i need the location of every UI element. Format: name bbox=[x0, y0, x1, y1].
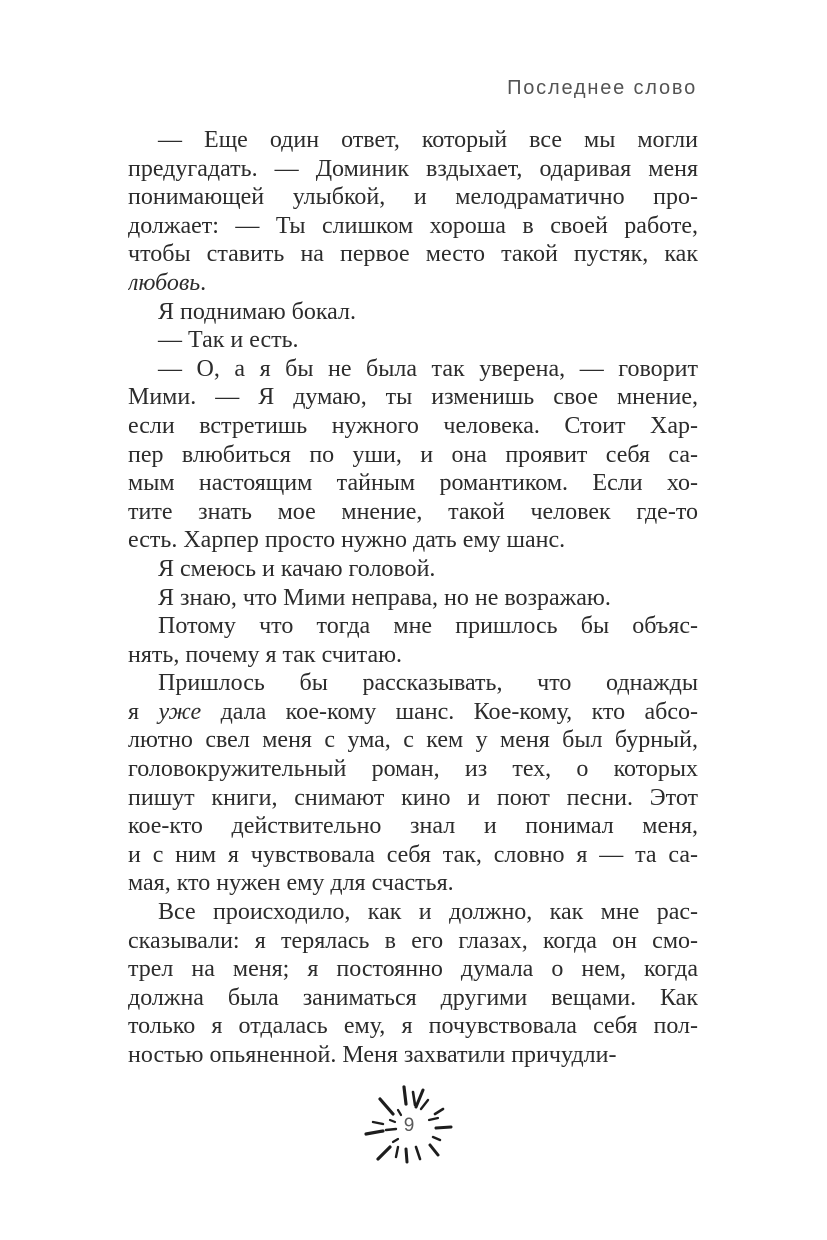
text-line: должает: — Ты слишком хороша в своей работе, bbox=[128, 212, 698, 239]
text-line: любовь. bbox=[128, 269, 207, 296]
running-title: Последнее слово bbox=[507, 77, 697, 99]
text-line: Мими. — Я думаю, ты изменишь свое мнение, bbox=[128, 384, 698, 411]
text-line: и с ним я чувствовала себя так, словно я — та са- bbox=[128, 841, 698, 868]
text-line: если встретишь нужного человека. Стоит Хар- bbox=[128, 412, 698, 439]
text-line: я уже дала кое-кому шанс. Кое-кому, кто абсо- bbox=[128, 698, 698, 725]
page-number: 9 bbox=[403, 1115, 415, 1136]
text-line: тите знать мое мнение, такой человек где-то bbox=[128, 498, 698, 525]
text-line: — Еще один ответ, который все мы могли bbox=[158, 127, 698, 153]
text-line: нять, почему я так считаю. bbox=[128, 641, 403, 668]
text-line: Пришлось бы рассказывать, что однажды bbox=[158, 670, 698, 697]
text-line: предугадать. — Доминик вздыхает, одаривая меня bbox=[128, 155, 698, 182]
text-line: должна была заниматься другими вещами. Как bbox=[128, 984, 698, 1011]
text-line: — О, а я бы не была так уверена, — говорит bbox=[158, 355, 698, 382]
text-line: ностью опьяненной. Меня захватили причудли- bbox=[128, 1042, 617, 1068]
text-line: мым настоящим тайным романтиком. Если хо- bbox=[128, 470, 698, 497]
text-line: Потому что тогда мне пришлось бы объяс- bbox=[158, 613, 698, 640]
text-line: пер влюбиться по уши, и она проявит себя са- bbox=[128, 441, 698, 468]
text-line: чтобы ставить на первое место такой пустяк, как bbox=[128, 241, 698, 268]
text-line: лютно свел меня с ума, с кем у меня был бурный, bbox=[128, 727, 698, 754]
text-line: понимающей улыбкой, и мелодраматично про- bbox=[128, 184, 698, 211]
text-line: пишут книги, снимают кино и поют песни. Этот bbox=[128, 784, 698, 811]
text-line: Я смеюсь и качаю головой. bbox=[158, 555, 436, 582]
text-line: сказывали: я терялась в его глазах, когда он смо- bbox=[128, 927, 698, 954]
text-line: трел на меня; я постоянно думала о нем, когда bbox=[128, 956, 698, 983]
text-line: есть. Харпер просто нужно дать ему шанс. bbox=[128, 527, 566, 554]
text-line: кое-кто действительно знал и понимал меня, bbox=[128, 813, 698, 840]
text-line: только я отдалась ему, я почувствовала себя пол- bbox=[128, 1013, 698, 1040]
text-line: головокружительный роман, из тех, о которых bbox=[128, 756, 698, 783]
text-line: Все происходило, как и должно, как мне рас- bbox=[158, 899, 698, 926]
page-footer bbox=[349, 1066, 469, 1186]
text-line: — Так и есть. bbox=[158, 327, 299, 354]
text-line: Я знаю, что Мими неправа, но не возражаю. bbox=[158, 584, 611, 611]
text-line: мая, кто нужен ему для счастья. bbox=[128, 870, 454, 897]
text-line: Я поднимаю бокал. bbox=[158, 298, 357, 325]
text-block bbox=[128, 126, 698, 1070]
